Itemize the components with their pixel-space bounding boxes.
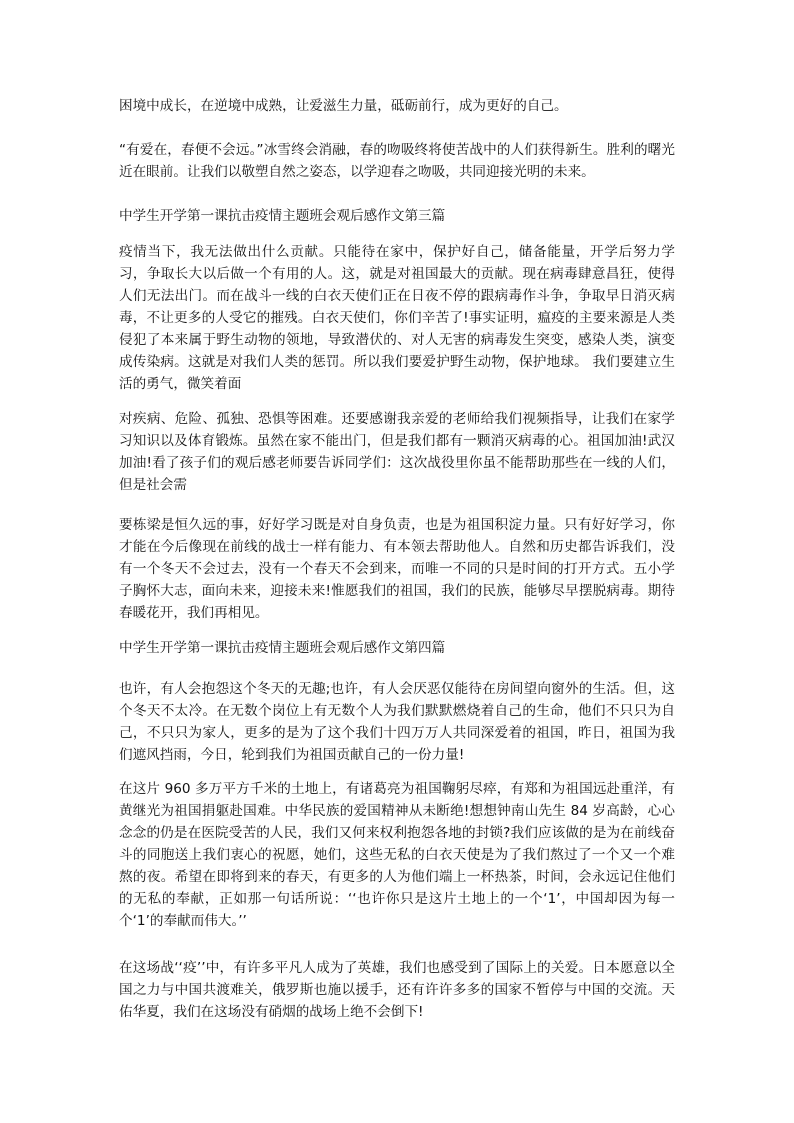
section-heading-third: 中学生开学第一课抗击疫情主题班会观后感作文第三篇 bbox=[119, 208, 446, 224]
paragraph-intro-ending: 困境中成长，在逆境中成熟，让爱滋生力量，砥砺前行，成为更好的自己。 bbox=[119, 98, 568, 114]
paragraph-third-3: 要栋梁是恒久远的事，好好学习既是对自身负责，也是为祖国积淀力量。只有好好学习，你才能在今后像现在前线的战士一样有能力、有本领去帮助他人。自然和历史都告诉我们，没有一个冬天不会过去，没有一个春天不会到来，而唯一不同的只是时间的打开方式。五小学子胸怀大志，面向未来，迎接未来!惟愿我们的祖国，我们的民族，能够尽早摆脱病毒。期待春暖花开，我们再相见。 bbox=[119, 517, 675, 621]
paragraph-spring-quote: “有爱在，春便不会远。”冰雪终会消融，春的吻吸终将使苦战中的人们获得新生。胜利的曙光近在眼前。让我们以敬塑自然之姿态，以学迎春之吻吸，共同迎接光明的未来。 bbox=[119, 142, 675, 180]
paragraph-third-2: 对疾病、危险、孤独、恐惧等困难。还要感谢我亲爱的老师给我们视频指导，让我们在家学习知识以及体育锻炼。虽然在家不能出门，但是我们都有一颗消灭病毒的心。祖国加油!武汉加油!看了孩子们的观后感老师要告诉同学们：这次战役里你虽不能帮助那些在一线的人们，但是社会需 bbox=[119, 411, 675, 493]
paragraph-third-1: 疫情当下，我无法做出什么贡献。只能待在家中，保护好自己，储备能量，开学后努力学习，争取长大以后做一个有用的人。这，就是对祖国最大的贡献。现在病毒肆意昌狂，使得人们无法出门。而在战斗一线的白衣天使们正在日夜不停的跟病毒作斗争，争取早日消灭病毒，不让更多的人受它的摧残。白衣天使们，你们辛苦了!事实证明，瘟疫的主要来源是人类侵犯了本来属于野生动物的领地，导致潜伏的、对人无害的病毒发生突变，感染人类，演变成传染病。这就是对我们人类的惩罚。所以我们要爱护野生动物，保护地球。 我们要建立生活的勇气，微笑着面 bbox=[119, 244, 675, 392]
section-heading-fourth: 中学生开学第一课抗击疫情主题班会观后感作文第四篇 bbox=[119, 640, 446, 656]
paragraph-fourth-3: 在这场战‘‘疫’’中，有许多平凡人成为了英雄，我们也感受到了国际上的关爱。日本愿意以全国之力与中国共渡难关，俄罗斯也施以援手，还有许许多多的国家不暂停与中国的交流。天佑华夏，我们在这场没有硝烟的战场上绝不会倒下! bbox=[119, 960, 675, 1020]
paragraph-fourth-1: 也许，有人会抱怨这个冬天的无趣;也许，有人会厌恶仅能待在房间望向窗外的生活。但，这个冬天不太冷。在无数个岗位上有无数个人为我们默默燃烧着自己的生命，他们不只只为自己，不只只为家人，更多的是为了这个我们十四万万人共同深爱着的祖国，昨日，祖国为我们遮风挡雨，今日，轮到我们为祖国贡献自己的一份力量! bbox=[119, 681, 675, 763]
paragraph-fourth-2: 在这片 960 多万平方千米的土地上，有诸葛亮为祖国鞠躬尽瘁，有郑和为祖国远赴重洋，有黄继光为祖国捐躯赴国难。中华民族的爱国精神从未断绝!想想钟南山先生 84 岁高龄，心心念念的仍是在医院受苦的人民，我们又何来权利抱怨各地的封锁?我们应该做的是为在前线奋斗的同胞送上我们衷心的祝愿，她们，这些无私的白衣天使是为了我们熬过了一个又一个难熬的夜。希望在即将到来的春天，有更多的人为他们端上一杯热茶，时间，会永远记住他们的无私的奉献，正如那一句话所说：‘‘也许你只是这片土地上的一个‘1’，中国却因为每一个‘1’的奉献而伟大。’’ bbox=[119, 781, 675, 929]
